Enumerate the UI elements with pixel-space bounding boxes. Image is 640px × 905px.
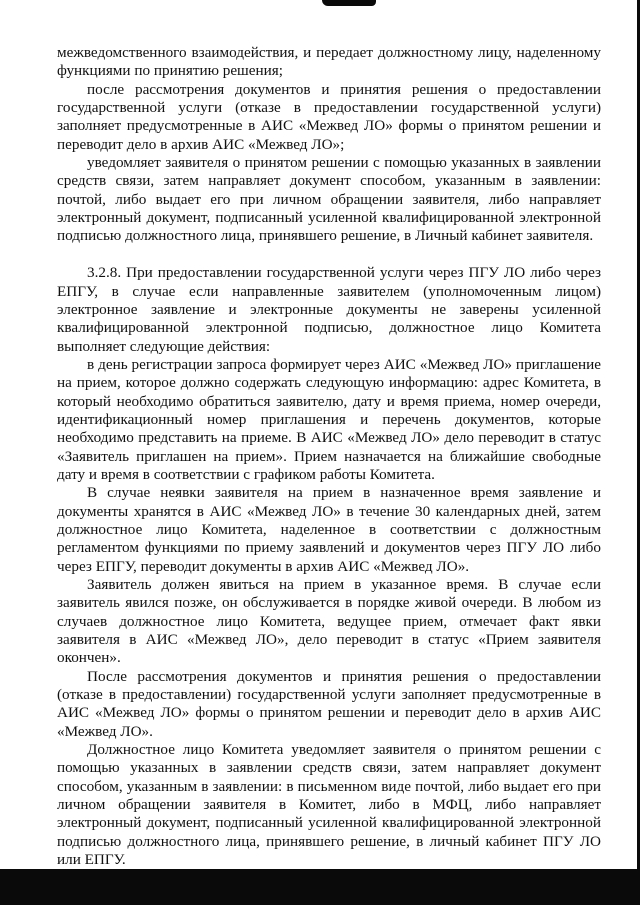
paragraph-invitation: в день регистрации запроса формирует через АИС «Межвед ЛО» приглашение на прием, которое должно содержать следующую информацию: адрес Комитета, в который необходимо обратиться заявителю, дату и время приема, номер очереди, идентификационный номер приглашения и перечень документов, которые необходимо представить на приеме. В АИС «Межвед ЛО» дело переводит в статус «Заявитель приглашен на прием». Прием назначается на ближайшие свободные дату и время в соответствии с графиком работы Комитета. (57, 355, 601, 483)
paragraph-appointment: Заявитель должен явиться на прием в указанное время. В случае если заявитель явился позже, он обслуживается в порядке живой очереди. В любом из случаев должностное лицо Комитета, ведущее прием, отмечает факт явки заявителя в АИС «Межвед ЛО», дело переводит в статус «Прием заявителя окончен». (57, 576, 601, 667)
paragraph-no-show: В случае неявки заявителя на прием в назначенное время заявление и документы хранятся в АИС «Межвед ЛО» в течение 30 календарных дней, затем должностное лицо Комитета, наделенное в соответствии с должностным регламентом функциями по приему заявлений и документов через ПГУ ЛО либо через ЕПГУ, переводит документы в архив АИС «Межвед ЛО». (57, 484, 601, 575)
paragraph-decision-forms: После рассмотрения документов и принятия решения о предоставлении (отказе в предоставлении) государственной услуги заполняет предусмотренные в АИС «Межвед ЛО» формы о принятом решении и переводит дело в архив АИС «Межвед ЛО». (57, 667, 601, 740)
paragraph-interagency-handover: межведомственного взаимодействия, и передает должностному лицу, наделенному функциями по принятию решения; (57, 44, 601, 80)
paragraph-decision-archive: после рассмотрения документов и принятия решения о предоставлении государственной услуги (отказе в предоставлении государственной услуги) заполняет предусмотренные в АИС «Межвед ЛО» формы о принятом решении и переводит дело в архив АИС «Межвед ЛО»; (57, 80, 601, 153)
scan-top-mark (322, 0, 376, 6)
document-page (57, 44, 601, 870)
paragraph-official-notifies: Должностное лицо Комитета уведомляет заявителя о принятом решении с помощью указанных в заявлении средств связи, затем направляет документ способом, указанным в заявлении: в письменном виде почтой, либо выдает его при личном обращении заявителя в Комитет, либо в МФЦ, либо направляет электронный документ, подписанный усиленной квалифицированной электронной подписью должностного лица, принявшего решение, в личный кабинет ПГУ ЛО или ЕПГУ. (57, 741, 601, 869)
paragraph-section-3-2-8: 3.2.8. При предоставлении государственной услуги через ПГУ ЛО либо через ЕПГУ, в случае если направленные заявителем (уполномоченным лицом) электронное заявление и электронные документы не заверены усиленной квалифицированной электронной подписью, должностное лицо Комитета выполняет следующие действия: (57, 264, 601, 355)
scan-bottom-border (0, 869, 640, 905)
paragraph-notify-applicant: уведомляет заявителя о принятом решении с помощью указанных в заявлении средств связи, затем направляет документ способом, указанным в заявлении: почтой, либо выдает его при личном обращении заявителя, либо направляет электронный документ, подписанный усиленной квалифицированной электронной подписью должностного лица, принявшего решение, в Личный кабинет заявителя. (57, 154, 601, 245)
